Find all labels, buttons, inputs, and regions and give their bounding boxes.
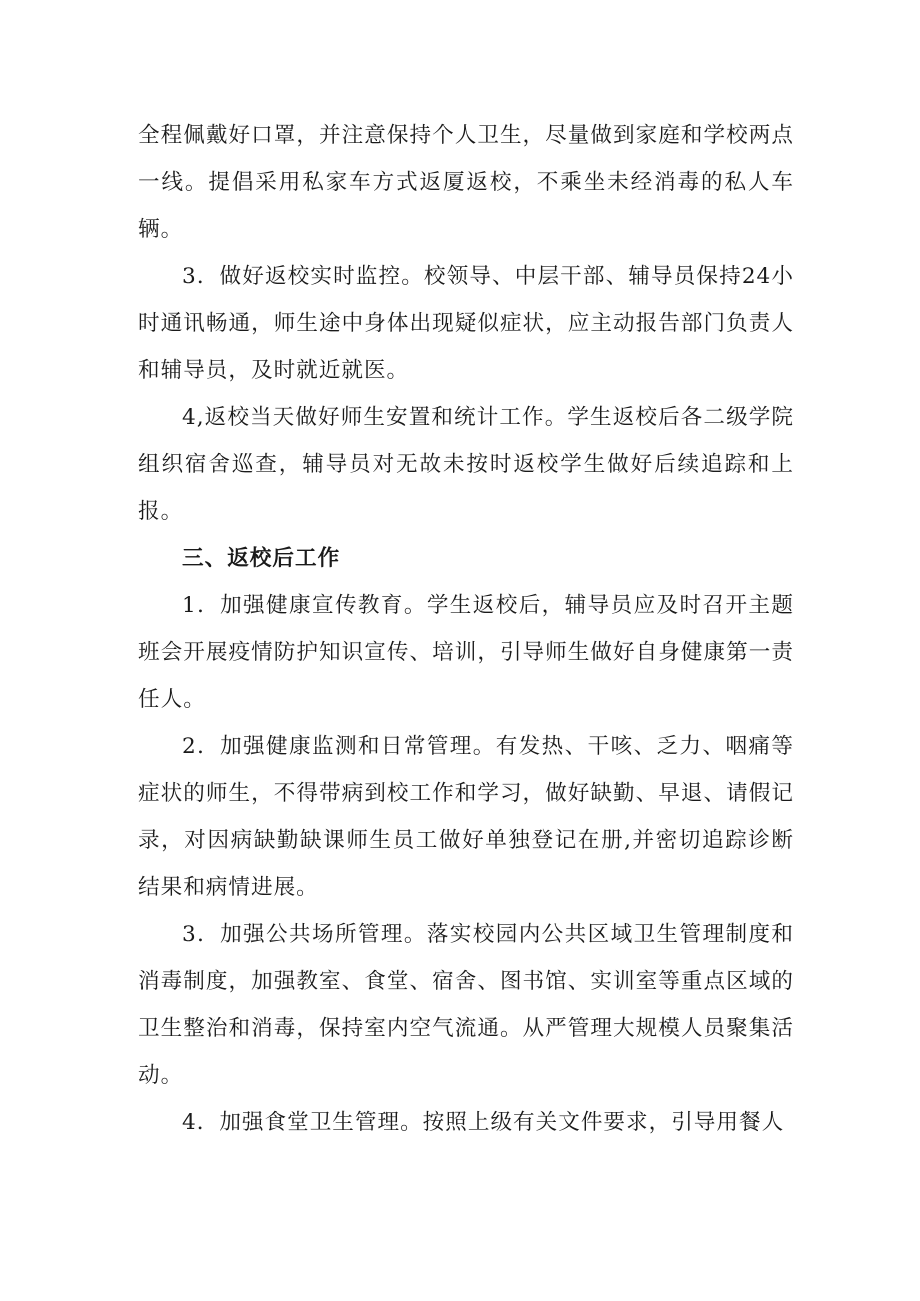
- paragraph-item-4-settlement: 4,返校当天做好师生安置和统计工作。学生返校后各二级学院组织宿舍巡查，辅导员对无故未按时返校学生做好后续追踪和上报。: [138, 405, 794, 524]
- paragraph-item-3-monitoring: 3．做好返校实时监控。校领导、中层干部、辅导员保持24小时通讯畅通，师生途中身体出现疑似症状，应主动报告部门负责人和辅导员，及时就近就医。: [138, 264, 794, 383]
- paragraph-after-item-1: 1．加强健康宣传教育。学生返校后，辅导员应及时召开主题班会开展疫情防护知识宣传、培训，引导师生做好自身健康第一责任人。: [138, 593, 794, 712]
- paragraph-after-item-4: 4．加强食堂卫生管理。按照上级有关文件要求，引导用餐人: [182, 1110, 785, 1135]
- paragraph-after-item-3: 3．加强公共场所管理。落实校园内公共区域卫生管理制度和消毒制度，加强教室、食堂、宿舍、图书馆、实训室等重点区域的卫生整治和消毒，保持室内空气流通。从严管理大规模人员聚集活动。: [138, 922, 794, 1088]
- document-body: [138, 112, 794, 1146]
- paragraph-after-item-2: 2．加强健康监测和日常管理。有发热、干咳、乏力、咽痛等症状的师生，不得带病到校工作和学习，做好缺勤、早退、请假记录，对因病缺勤缺课师生员工做好单独登记在册,并密切追踪诊断结果和病情进展。: [138, 734, 794, 900]
- paragraph-continuation: 全程佩戴好口罩，并注意保持个人卫生，尽量做到家庭和学校两点一线。提倡采用私家车方式返厦返校，不乘坐未经消毒的私人车辆。: [138, 123, 794, 242]
- section-heading-after-return: 三、返校后工作: [182, 546, 341, 571]
